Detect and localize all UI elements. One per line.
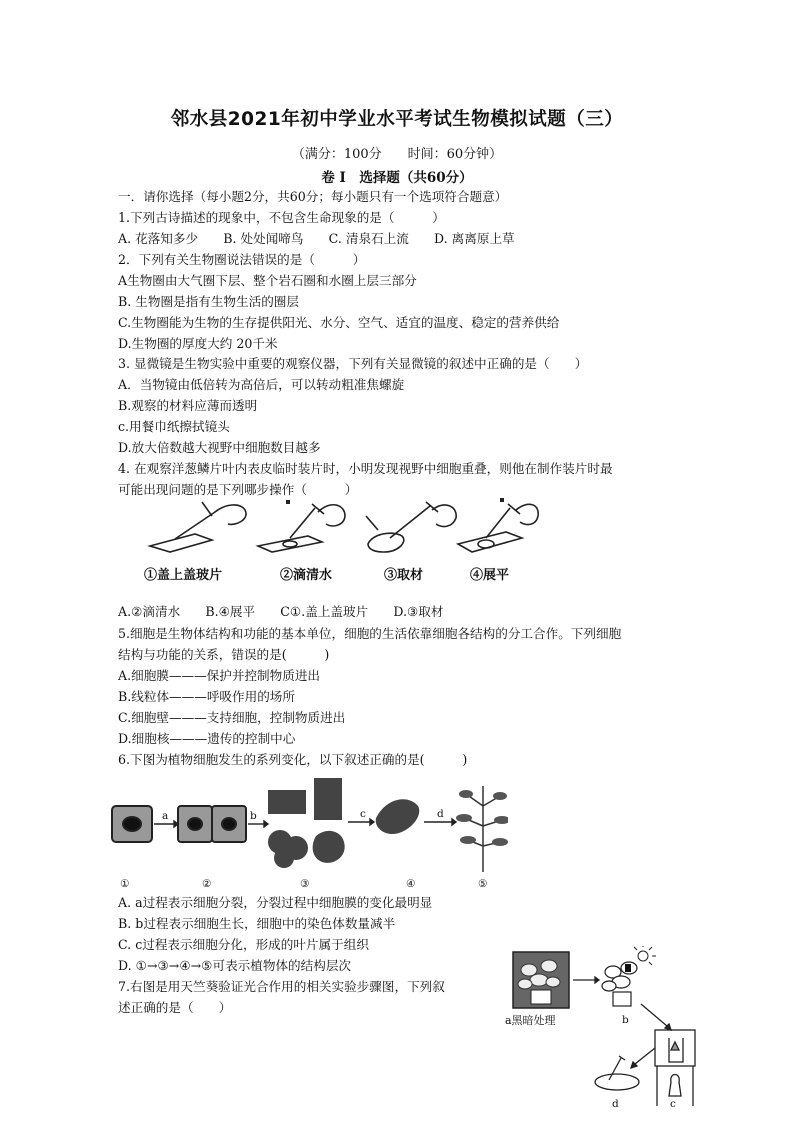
text-line: A生物圈由大气圈下层、整个岩石圈和水圈上层三部分 (118, 273, 417, 288)
figure-caption-2: ②滴清水 (280, 568, 333, 583)
step-label-a: a黑暗处理 (505, 1014, 556, 1027)
text-line: B.线粒体———呼吸作用的场所 (118, 689, 295, 704)
process-label-c: c (360, 808, 366, 820)
text-line: 可能出现问题的是下列哪步操作（ ） (118, 482, 358, 497)
text-line: C. c过程表示细胞分化，形成的叶片属于组织 (118, 937, 369, 952)
plant-cell-development-figure (108, 776, 508, 876)
text-line: 6.下图为植物细胞发生的系列变化，以下叙述正确的是( ) (118, 752, 468, 767)
text-line: c.用餐巾纸擦拭镜头 (118, 419, 230, 434)
stage-label-2: ② (202, 878, 212, 890)
volume-heading: 卷 Ⅰ 选择题（共60分） (321, 170, 473, 186)
text-line: B. 生物圈是指有生物生活的圈层 (118, 294, 299, 309)
text-line: D. ①→③→④→⑤可表示植物体的结构层次 (118, 958, 352, 973)
text-line: D.放大倍数越大视野中细胞数目越多 (118, 440, 321, 455)
text-line: B.观察的材料应薄而透明 (118, 398, 258, 413)
text-line: A. a过程表示细胞分裂，分裂过程中细胞膜的变化最明显 (118, 895, 433, 910)
text-line: 述正确的是（ ） (118, 1000, 232, 1015)
text-line: 2．下列有关生物圈说法错误的是（ ） (118, 252, 366, 267)
text-line: 一．请你选择（每小题2分，共60分；每小题只有一个选项符合题意） (118, 189, 508, 204)
text-line: 结构与功能的关系，错误的是( ) (118, 647, 330, 662)
figure-caption-3: ③取材 (384, 568, 424, 583)
text-line: D.生物圈的厚度大约 20千米 (118, 336, 278, 351)
text-line: 7.右图是用天竺葵验证光合作用的相关实验步骤图，下列叙 (118, 979, 445, 994)
figure-caption-4: ④展平 (470, 568, 510, 583)
text-line: 1.下列古诗描述的现象中，不包含生命现象的是（ ） (118, 210, 445, 225)
stage-label-5: ⑤ (478, 878, 488, 890)
process-label-d: d (437, 808, 444, 820)
stage-label-3: ③ (300, 878, 310, 890)
text-line: 5.细胞是生物体结构和功能的基本单位，细胞的生活依靠细胞各结构的分工合作。下列细胞 (118, 626, 622, 641)
text-line: A.细胞膜———保护并控制物质进出 (118, 668, 321, 683)
text-line: B. b过程表示细胞生长，细胞中的染色体数量减半 (118, 916, 396, 931)
stage-label-1: ① (120, 878, 130, 890)
text-line: D.细胞核———遗传的控制中心 (118, 731, 296, 746)
process-label-b: b (250, 810, 257, 822)
text-line: A．当物镜由低倍转为高倍后，可以转动粗准焦螺旋 (118, 377, 405, 392)
step-label-b: b (622, 1014, 629, 1026)
text-line: A. 花落知多少 B. 处处闻啼鸟 C. 清泉石上流 D. 离离原上草 (118, 231, 515, 246)
text-line: C.生物圈能为生物的生存提供阳光、水分、空气、适宜的温度、稳定的营养供给 (118, 315, 560, 330)
slide-preparation-figure (140, 494, 540, 566)
page-title: 邻水县2021年初中学业水平考试生物模拟试题（三） (170, 109, 624, 130)
process-label-a: a (162, 810, 169, 822)
figure-caption-1: ①盖上盖玻片 (144, 568, 223, 583)
stage-label-4: ④ (406, 878, 416, 890)
text-line: 3. 显微镜是生物实验中重要的观察仪器，下列有关显微镜的叙述中正确的是（ ） (118, 356, 588, 371)
geranium-experiment-figure (505, 946, 705, 1116)
text-line: 4. 在观察洋葱鳞片叶内表皮临时装片时，小明发现视野中细胞重叠，则他在制作装片时最 (118, 461, 613, 476)
text-line: A.②滴清水 B.④展平 C①.盖上盖玻片 D.③取材 (118, 604, 444, 619)
step-label-c: c (670, 1098, 676, 1110)
step-label-d: d (612, 1098, 619, 1110)
text-line: C.细胞壁———支持细胞，控制物质进出 (118, 710, 346, 725)
exam-meta: （满分：100分 时间：60分钟） (291, 147, 503, 162)
